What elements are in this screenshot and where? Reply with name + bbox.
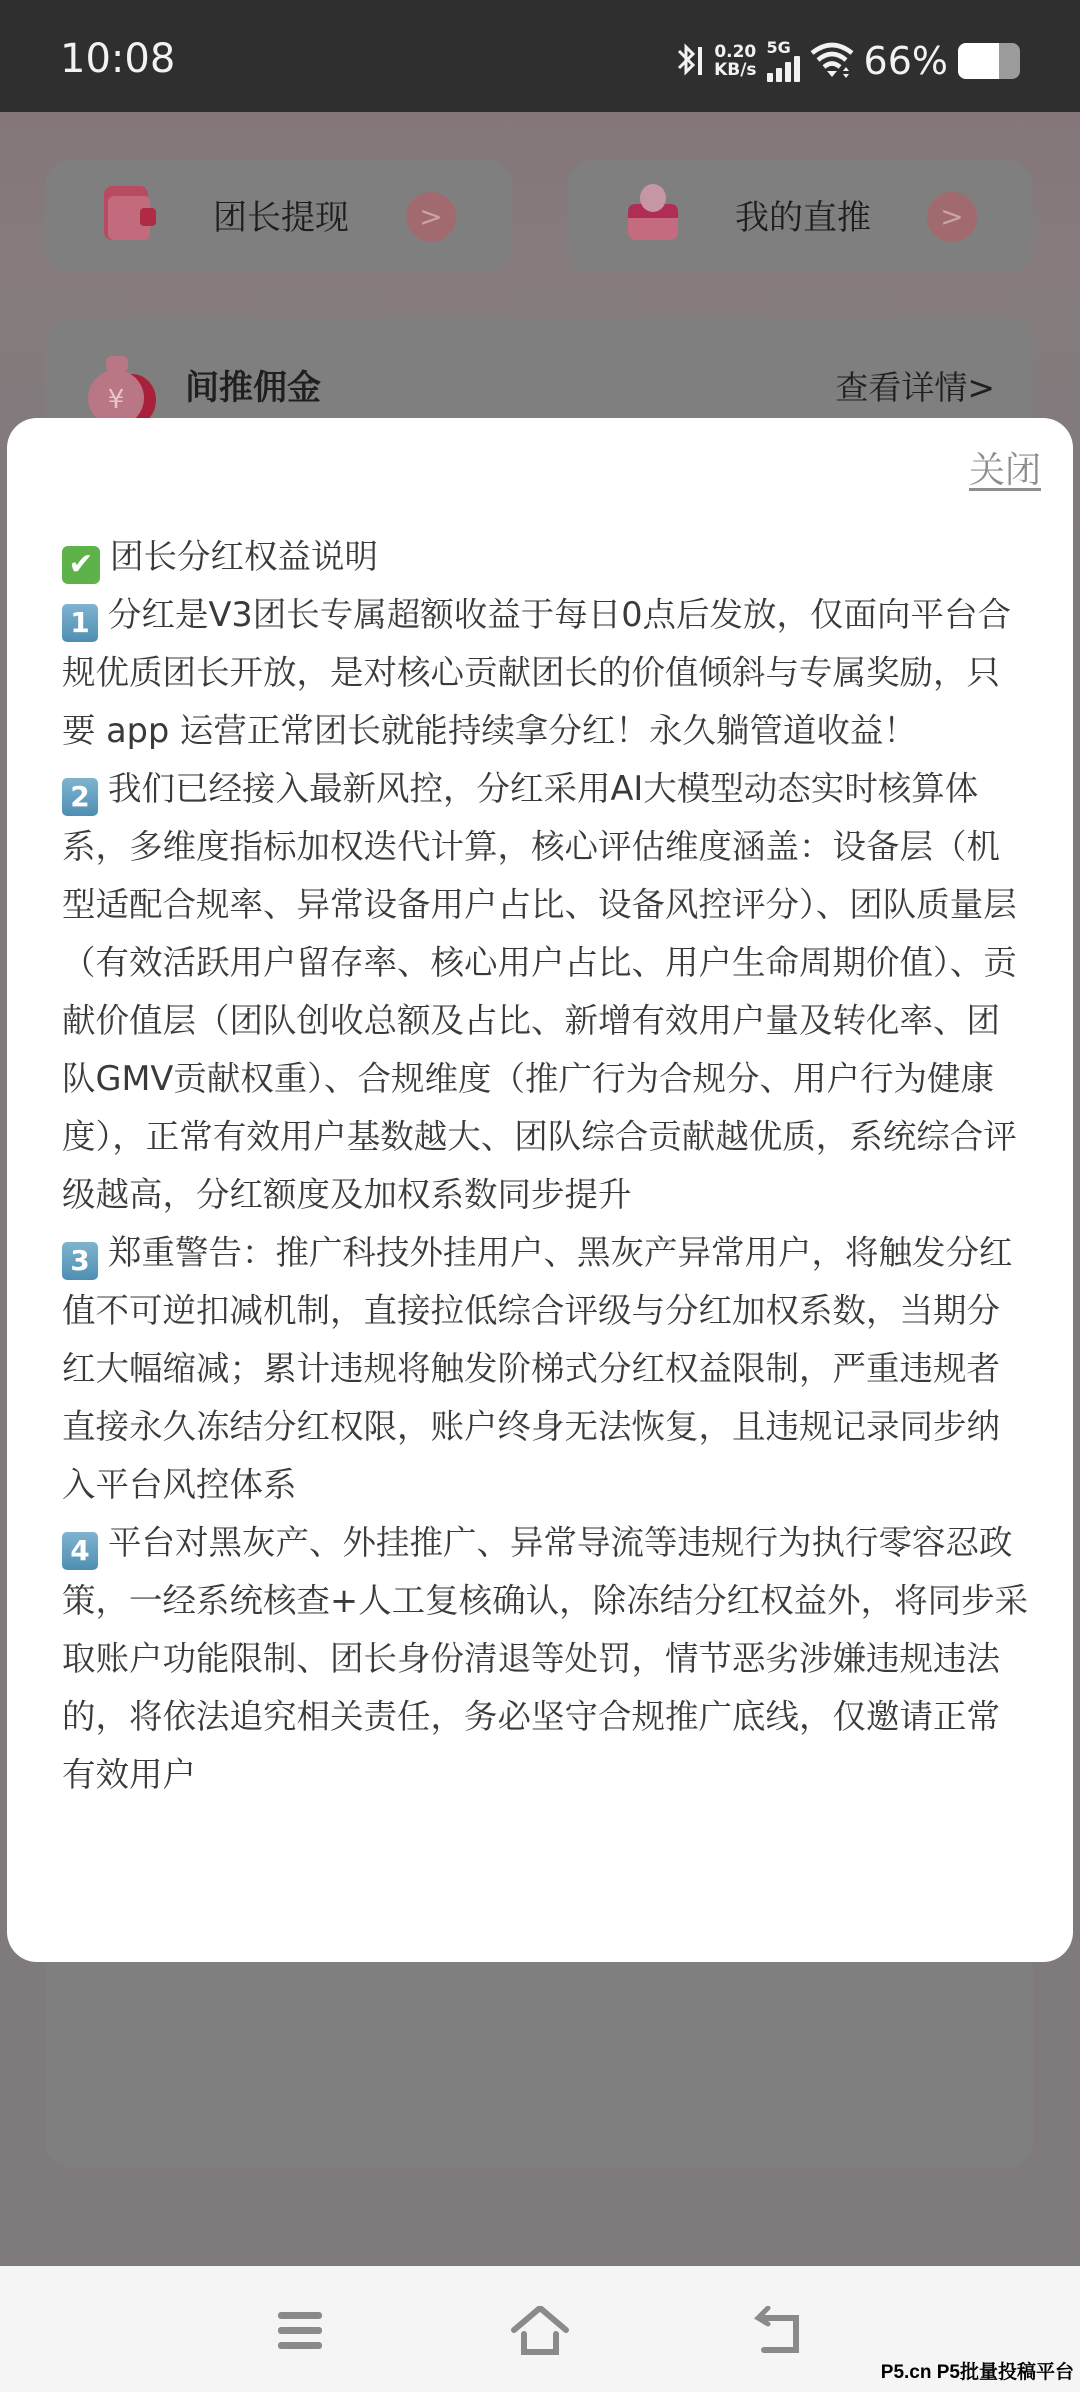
network-speed — [714, 43, 756, 79]
view-details-link[interactable]: 查看详情> — [835, 368, 995, 407]
modal-title — [62, 528, 1032, 586]
net-speed-value: 0.20 — [714, 42, 757, 62]
battery-level — [958, 43, 999, 79]
direct-referrals-label: 我的直推 — [735, 198, 871, 238]
rule-text: 分红是V3团长专属超额收益于每日0点后发放，仅面向平台合规优质团长开放，是对核心贡献团长的价值倾斜与专属奖励，只要 app 运营正常团长就能持续拿分红！永久躺管道收益！ — [62, 595, 1012, 750]
net-speed-unit: KB/s — [714, 60, 757, 80]
back-icon[interactable] — [750, 2306, 810, 2356]
rule-item-3 — [62, 1224, 1032, 1514]
direct-referrals-card[interactable] — [567, 160, 1033, 272]
network-type: 5G — [766, 38, 791, 57]
commission-title: 间推佣金 — [185, 368, 321, 408]
rule-text: 我们已经接入最新风控，分红采用AI大模型动态实时核算体系，多维度指标加权迭代计算，核心评估维度涵盖：设备层（机型适配合规率、异常设备用户占比、设备风控评分）、团队质量层（有效活跃用户留存率、核心用户占比、用户生命周期价值）、贡献价值层（团队创收总额及占比、新增有效用户量及转化率、团队GMV贡献权重）、合规维度（推广行为合规分、用户行为健康度），正常有效用户基数越大、团队综合贡献越优质，系统综合评级越高，分红额度及加权系数同步提升 — [62, 769, 1017, 1214]
modal-title-text: 团长分红权益说明 — [110, 537, 378, 576]
close-button[interactable]: 关闭 — [968, 450, 1041, 491]
cellular-signal — [767, 40, 800, 82]
rule-item-1 — [62, 586, 1032, 760]
rule-text: 郑重警告：推广科技外挂用户、黑灰产异常用户，将触发分红值不可逆扣减机制，直接拉低综合评级与分红加权系数，当期分红大幅缩减；累计违规将触发阶梯式分红权益限制，严重违规者直接永久冻结分红权限，账户终身无法恢复，且违规记录同步纳入平台风控体系 — [62, 1233, 1013, 1504]
svg-text:¥: ¥ — [107, 385, 125, 415]
chevron-right-icon: > — [406, 192, 456, 242]
dividend-rules-modal — [7, 418, 1073, 1962]
number-1-icon: 1 — [62, 604, 98, 642]
status-icons — [674, 36, 1020, 86]
number-4-icon: 4 — [62, 1532, 98, 1570]
user-icon — [622, 182, 684, 244]
chevron-right-icon: > — [927, 192, 977, 242]
rule-text: 平台对黑灰产、外挂推广、异常导流等违规行为执行零容忍政策，一经系统核查+人工复核确认，除冻结分红权益外，将同步采取账户功能限制、团长身份清退等处罚，情节恶劣涉嫌违规违法的，将依法追究相关责任，务必坚守合规推广底线，仅邀请正常有效用户 — [62, 1523, 1029, 1794]
battery-percent: 66% — [863, 39, 948, 83]
money-bag-icon — [82, 348, 162, 428]
modal-body — [62, 528, 1032, 1804]
withdraw-label: 团长提现 — [213, 198, 349, 238]
withdraw-card[interactable] — [45, 160, 512, 272]
home-icon[interactable] — [510, 2306, 570, 2356]
number-3-icon: 3 — [62, 1242, 98, 1280]
number-2-icon: 2 — [62, 778, 98, 816]
system-nav-bar — [0, 2266, 1080, 2392]
status-time: 10:08 — [60, 36, 176, 82]
status-bar — [0, 0, 1080, 112]
menu-icon[interactable] — [270, 2306, 330, 2356]
rule-item-2 — [62, 760, 1032, 1224]
rule-item-4 — [62, 1514, 1032, 1804]
check-mark-icon: ✔ — [62, 546, 100, 584]
wallet-icon — [100, 182, 162, 244]
signal-bars-icon — [767, 56, 800, 82]
bluetooth-icon — [674, 39, 704, 83]
battery-icon — [958, 43, 1020, 79]
watermark: P5.cn P5批量投稿平台 — [880, 2362, 1074, 2383]
wifi-icon — [810, 41, 854, 81]
